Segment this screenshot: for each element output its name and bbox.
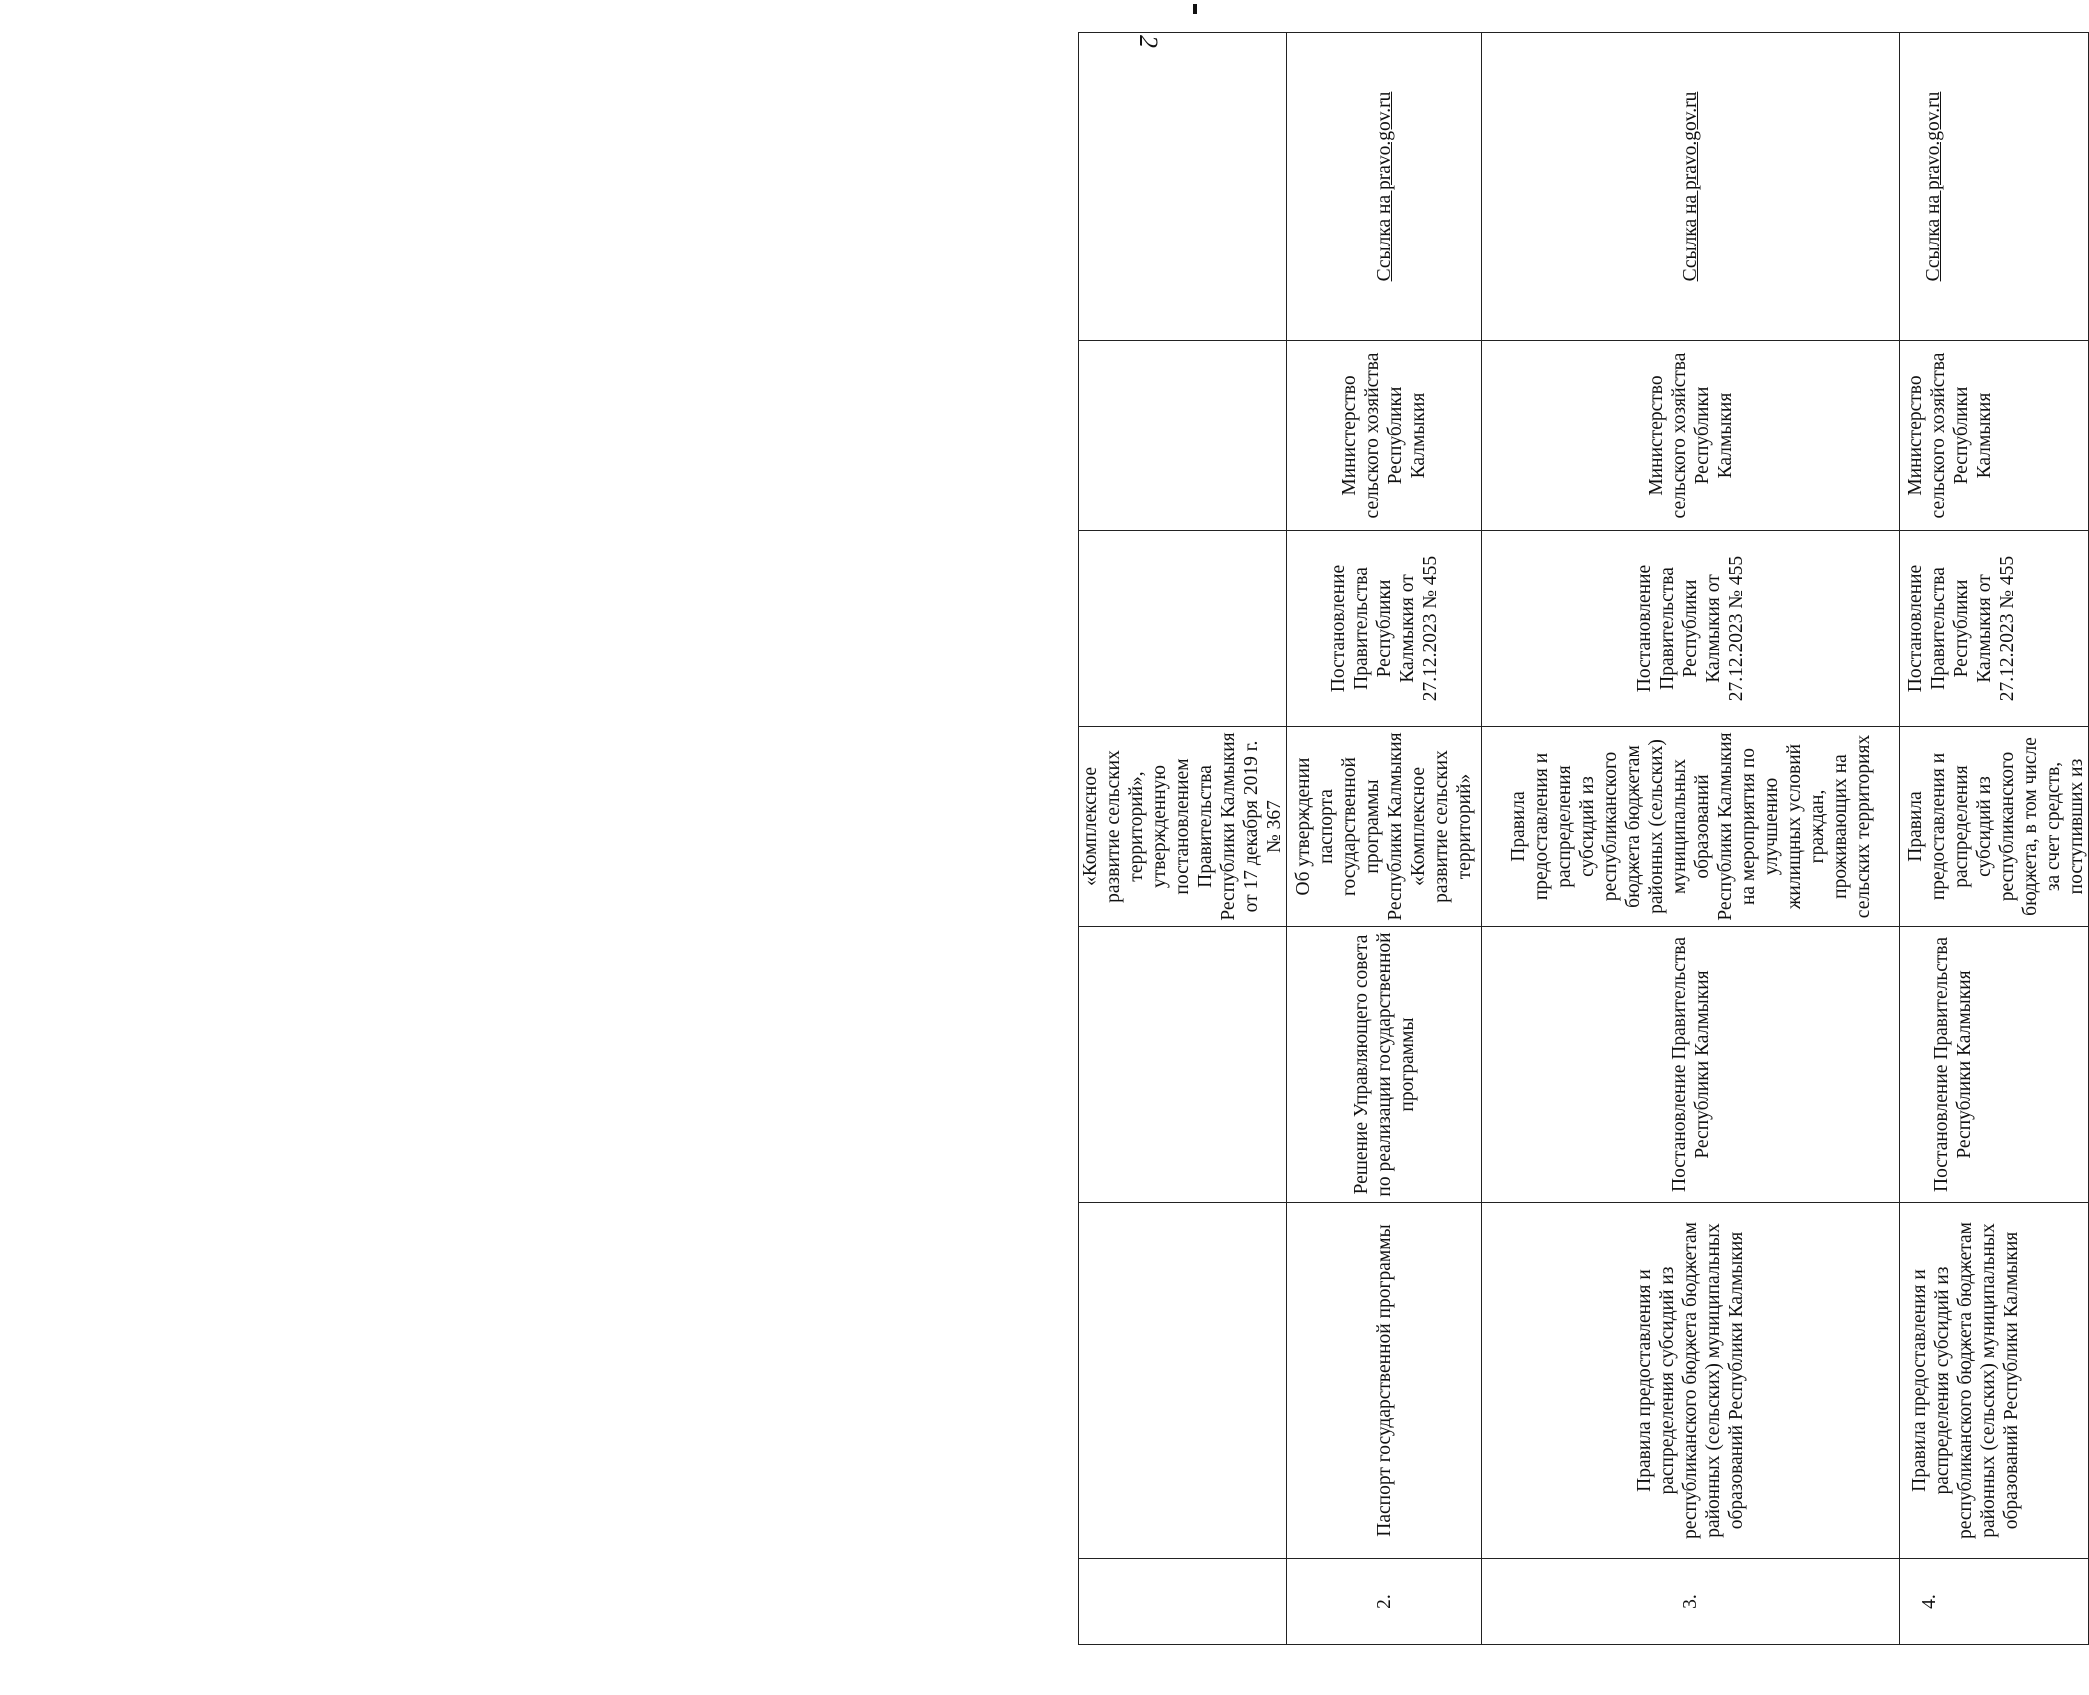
rotated-document-table: [1078, 33, 2087, 1645]
row-number-cell: 4.: [1900, 1559, 2089, 1645]
scan-edge-mark: [1193, 4, 1197, 14]
document-title-cell: Правила предоставления и распределения субсидий из республиканского бюджета, в том числе за счет средств, поступивших из: [1900, 727, 2089, 927]
approval-act-cell: Постановление Правительства Республики Калмыкия от 27.12.2023 № 455: [1900, 531, 2089, 727]
table-row: [1482, 33, 1900, 1645]
executor-cell: [1079, 341, 1287, 531]
page-number: 2: [1134, 35, 1163, 48]
approval-act-cell: Постановление Правительства Республики Калмыкия от 27.12.2023 № 455: [1482, 531, 1900, 727]
table-row: [1900, 33, 2089, 1645]
row-number-cell: 2.: [1287, 1559, 1482, 1645]
document-type-cell: Постановление Правительства Республики Калмыкия: [1900, 927, 2089, 1203]
document-table: [1078, 32, 2089, 1645]
document-type-cell: Решение Управляющего совета по реализации государственной программы: [1287, 927, 1482, 1203]
document-name-cell: Паспорт государственной программы: [1287, 1203, 1482, 1559]
approval-act-cell: [1079, 531, 1287, 727]
pravo-link[interactable]: Ссылка на pravo.gov.ru: [1680, 91, 1701, 282]
link-cell: [1079, 33, 1287, 341]
document-name-cell: Правила предоставления и распределения субсидий из республиканского бюджета бюджетам районных (сельских) муниципальных образований Республики Калмыкия: [1482, 1203, 1900, 1559]
document-type-cell: Постановление Правительства Республики Калмыкия: [1482, 927, 1900, 1203]
link-cell: [1900, 33, 2089, 341]
executor-cell: Министерство сельского хозяйства Республики Калмыкия: [1482, 341, 1900, 531]
pravo-link[interactable]: Ссылка на pravo.gov.ru: [1373, 91, 1395, 282]
document-title-cell: Правила предоставления и распределения субсидий из республиканского бюджета бюджетам районных (сельских) муниципальных образований Республики Калмыкия на мероприятия по улучшению жилищных условий граждан, проживающих на сельских территориях: [1482, 727, 1900, 927]
table-row: [1079, 33, 1287, 1645]
executor-cell: Министерство сельского хозяйства Республики Калмыкия: [1900, 341, 2089, 531]
document-name-cell: Правила предоставления и распределения субсидий из республиканского бюджета бюджетам районных (сельских) муниципальных образований Республики Калмыкия: [1900, 1203, 2089, 1559]
row-number-cell: 3.: [1482, 1559, 1900, 1645]
executor-cell: Министерство сельского хозяйства Республики Калмыкия: [1287, 341, 1482, 531]
document-name-cell: [1079, 1203, 1287, 1559]
pravo-link[interactable]: Ссылка на pravo.gov.ru: [1923, 91, 1944, 282]
row-number-cell: [1079, 1559, 1287, 1645]
document-type-cell: [1079, 927, 1287, 1203]
document-title-cell: «Комплексное развитие сельских территорий», утвержденную постановлением Правительства Республики Калмыкия от 17 декабря 2019 г. № 367: [1079, 727, 1287, 927]
document-title-cell: Об утверждении паспорта государственной программы Республики Калмыкия «Комплексное развитие сельских территорий»: [1287, 727, 1482, 927]
approval-act-cell: Постановление Правительства Республики Калмыкия от 27.12.2023 № 455: [1287, 531, 1482, 727]
link-cell: [1482, 33, 1900, 341]
link-cell: [1287, 33, 1482, 341]
table-row: [1287, 33, 1482, 1645]
